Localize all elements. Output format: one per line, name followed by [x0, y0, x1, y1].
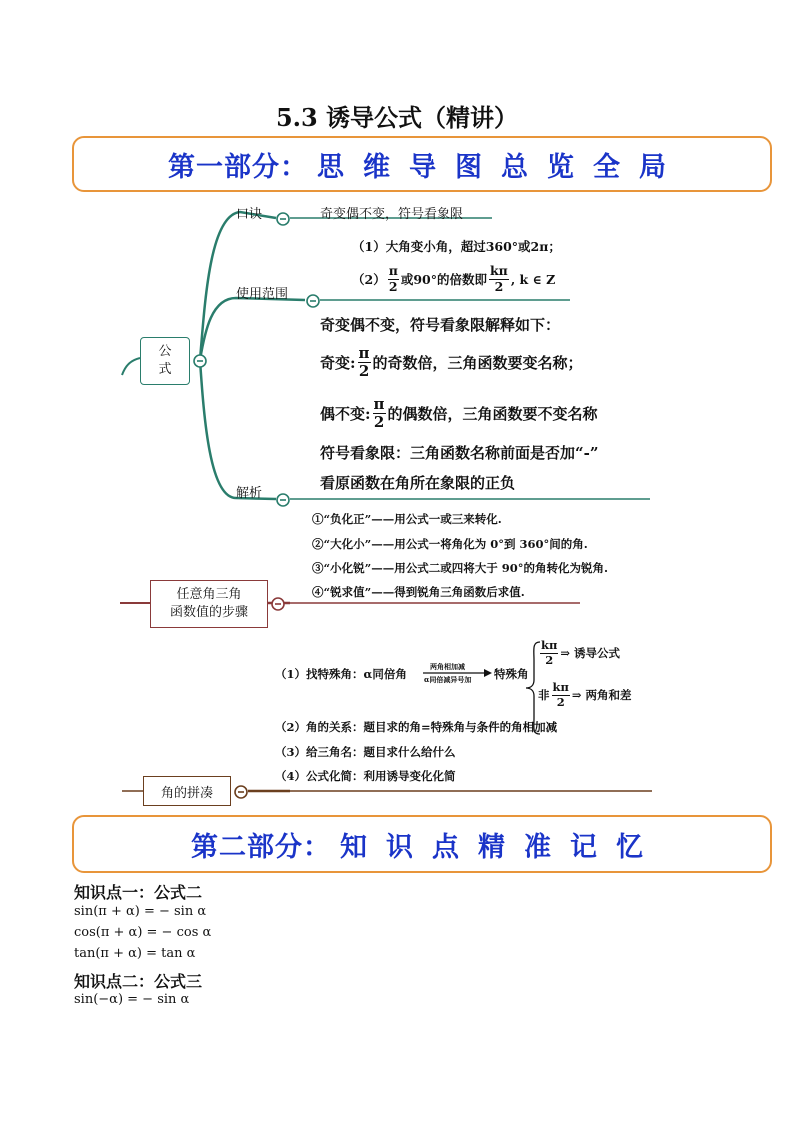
- circle-minus-icon[interactable]: [276, 492, 290, 511]
- part1-word: 导: [409, 151, 437, 183]
- steps-item: ①“负化正”——用公式一或三来转化.: [312, 512, 502, 526]
- koujue-text: 奇变偶不变，符号看象限: [320, 207, 464, 222]
- part2-word: 忆: [616, 831, 644, 863]
- part1-word: 维: [363, 151, 391, 183]
- range-item2: [352, 265, 555, 293]
- part1-word: 思: [317, 151, 345, 183]
- part1-prefix: 第一部分：: [168, 151, 308, 183]
- part1-word: 图: [455, 151, 483, 183]
- fraction-pi-over-2: $\frac{\pi}{2}$: [373, 395, 385, 431]
- pinzou-branch1: $\frac{k\pi}{2}$ ⇒ 诱导公式: [541, 638, 621, 667]
- range-item2-prefix: （2）: [352, 272, 386, 287]
- part2-banner: [72, 815, 772, 873]
- part2-words: [331, 825, 653, 864]
- pinzou-branch2: 非 $\frac{k\pi}{2}$ ⇒ 两角和差: [538, 680, 632, 709]
- circle-minus-icon[interactable]: [306, 293, 320, 312]
- pinzou-item1-prefix: （1）找特殊角：α同倍角: [275, 667, 407, 681]
- analysis-line4: 符号看象限：三角函数名称前面是否加“-”: [320, 444, 599, 462]
- circle-minus-icon[interactable]: [234, 784, 248, 803]
- steps-item: ③“小化锐”——用公式二或四将大于 90°的角转化为锐角.: [312, 561, 608, 575]
- pinzou-item: （3）给三角名：题目求什么给什么: [275, 745, 456, 759]
- part1-word: 览: [547, 151, 575, 183]
- part2-word: 识: [386, 831, 414, 863]
- part2-word: 知: [340, 831, 368, 863]
- part1-word: 全: [593, 151, 621, 183]
- part2-word: 记: [570, 831, 598, 863]
- formula-line: cos(π + α) = − cos α: [74, 925, 212, 940]
- range-item1: （1）大角变小角，超过360°或2π；: [352, 239, 561, 254]
- part1-word: 总: [501, 151, 529, 183]
- pinzou-arrow-top: 两角相加减: [430, 662, 465, 671]
- range-item2-suffix: , k ∈ Z: [510, 271, 556, 287]
- page-title: 5.3 诱导公式（精讲）: [275, 103, 519, 132]
- mindmap-root-node[interactable]: 公 式: [140, 337, 190, 385]
- pinzou-item: （2）角的关系：题目求的角=特殊角与条件的角相加减: [275, 720, 558, 734]
- pinzou-node[interactable]: 角的拼凑: [143, 776, 231, 806]
- formula-line: sin(−α) = − sin α: [74, 992, 190, 1007]
- part2-prefix: 第二部分：: [191, 831, 331, 863]
- part2-word: 精: [478, 831, 506, 863]
- pinzou-item1-mid: 特殊角: [494, 667, 529, 681]
- steps-item: ②“大化小”——用公式一将角化为 0°到 360°间的角.: [312, 537, 588, 551]
- steps-item: ④“锐求值”——得到锐角三角函数后求值.: [312, 585, 525, 599]
- circle-minus-icon[interactable]: [193, 353, 207, 372]
- knowledge-heading: 知识点一：公式二: [74, 883, 203, 902]
- part2-word: 准: [524, 831, 552, 863]
- range-item2-mid: 或90°的倍数即: [400, 272, 488, 287]
- circle-minus-icon[interactable]: [271, 596, 285, 615]
- analysis-line2: 奇变: $\frac{\pi}{2}$ 的奇数倍，三角函数要变名称；: [320, 344, 583, 380]
- pinzou-arrow-bottom: α同倍减异号加: [424, 675, 472, 684]
- part1-word: 局: [639, 151, 667, 183]
- fraction-pi-over-2: $\frac{\pi}{2}$: [358, 344, 370, 380]
- knowledge-heading: 知识点二：公式三: [74, 972, 203, 991]
- analysis-line3: 偶不变: $\frac{\pi}{2}$ 的偶数倍，三角函数要不变名称: [320, 395, 598, 431]
- steps-node[interactable]: 任意角三角 函数值的步骤: [150, 580, 268, 628]
- analysis-line5: 看原函数在角所在象限的正负: [320, 474, 516, 492]
- fraction-kpi-over-2: $\frac{k\pi}{2}$: [541, 638, 558, 667]
- fraction-kpi-over-2: $\frac{k\pi}{2}$: [552, 680, 569, 709]
- analysis-label: 解析: [236, 486, 263, 501]
- fraction-pi-over-2: $\frac{\pi}{2}$: [388, 263, 398, 294]
- koujue-label: 口诀: [236, 207, 263, 222]
- formula-line: tan(π + α) = tan α: [74, 946, 196, 961]
- pinzou-item: （4）公式化简：利用诱导变化化简: [275, 769, 456, 783]
- fraction-kpi-over-2: $\frac{k\pi}{2}$: [490, 263, 508, 294]
- formula-line: sin(π + α) = − sin α: [74, 904, 207, 919]
- range-label: 使用范围: [236, 287, 289, 302]
- part2-word: 点: [432, 831, 460, 863]
- analysis-line1: 奇变偶不变，符号看象限解释如下：: [320, 316, 561, 334]
- circle-minus-icon[interactable]: [276, 211, 290, 230]
